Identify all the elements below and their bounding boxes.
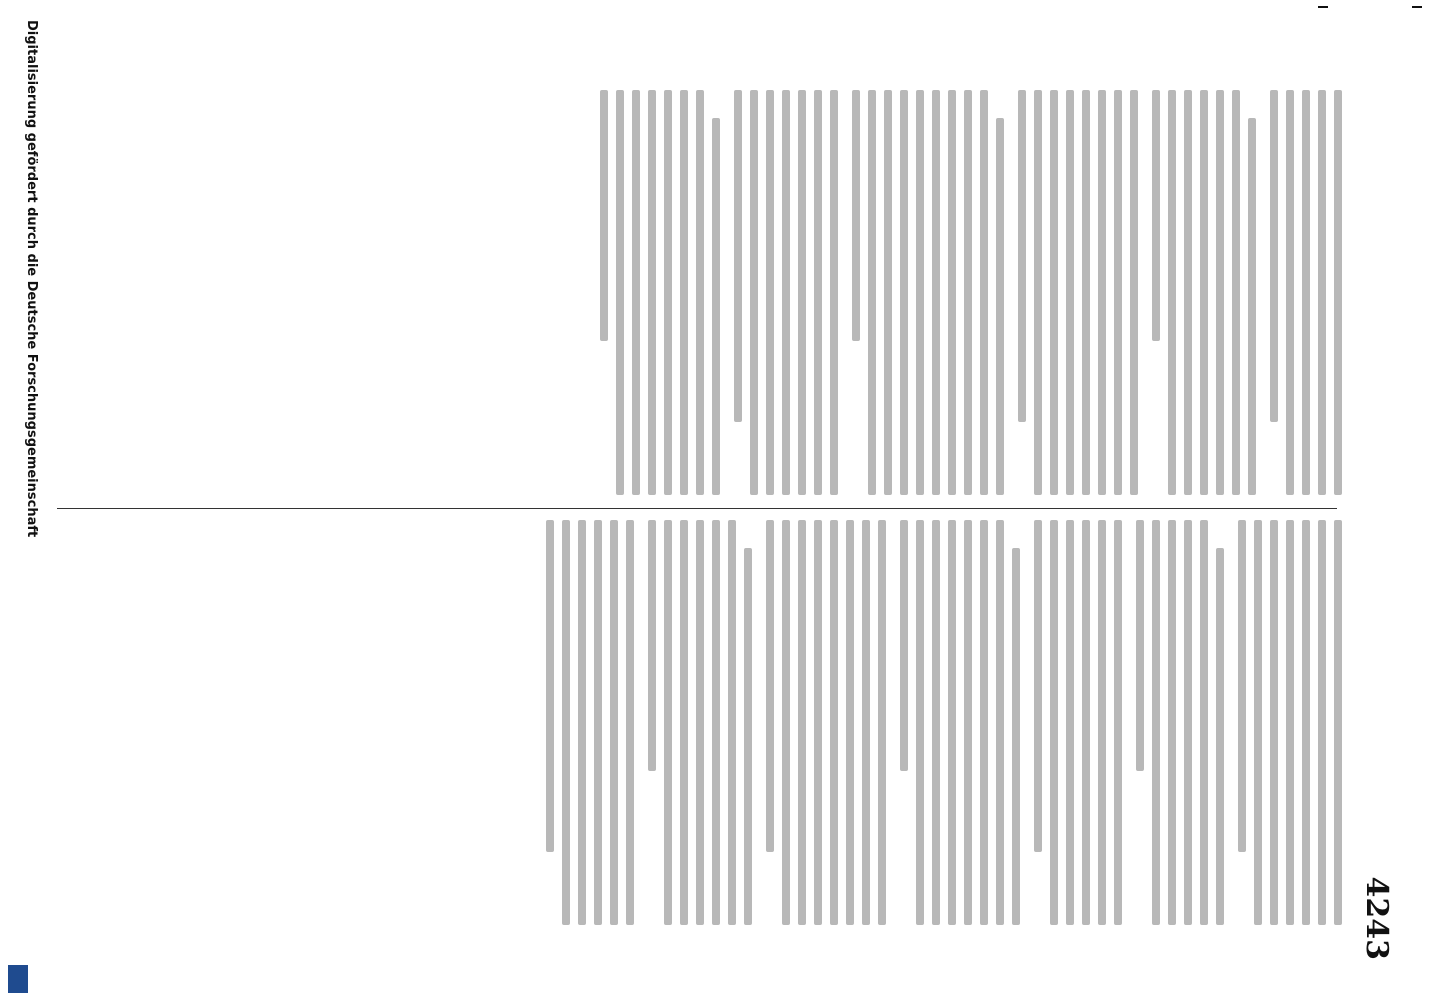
margin-tick <box>1412 6 1422 8</box>
page-header <box>1354 90 1394 960</box>
text-block <box>648 520 752 925</box>
dfg-logo-icon <box>8 965 28 993</box>
right-text-column <box>52 520 1342 925</box>
margin-tick <box>1318 6 1328 8</box>
text-block <box>766 520 886 925</box>
column-rule <box>57 508 1337 509</box>
page-number: 4243 <box>1359 876 1394 960</box>
text-block <box>900 520 1020 925</box>
text-block <box>600 90 720 495</box>
text-block <box>1152 90 1256 495</box>
text-block <box>1018 90 1138 495</box>
text-block <box>1270 90 1342 495</box>
digitization-note: Digitalisierung gefördert durch die Deutsche Forschungsgemeinschaft <box>24 20 39 538</box>
text-block <box>546 520 634 925</box>
text-block <box>1034 520 1122 925</box>
text-block <box>734 90 838 495</box>
text-block <box>1238 520 1342 925</box>
text-block <box>852 90 1004 495</box>
left-text-column <box>52 90 1342 495</box>
text-block <box>1136 520 1224 925</box>
